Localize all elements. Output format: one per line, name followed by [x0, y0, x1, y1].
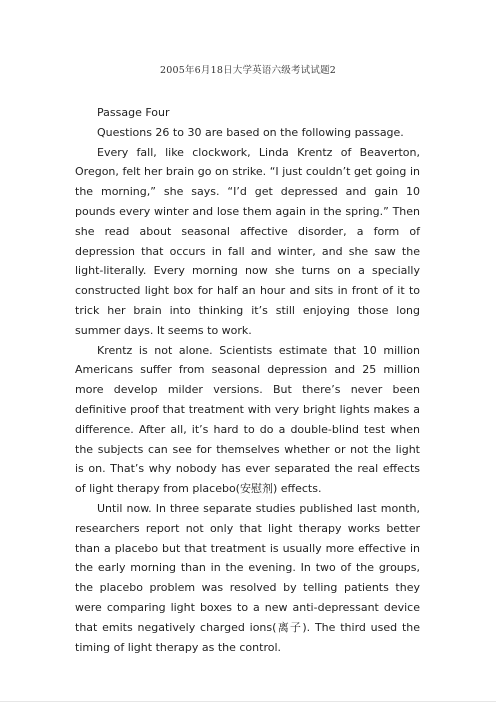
passage-heading: Passage Four	[97, 106, 170, 119]
passage-body	[75, 103, 420, 657]
questions-intro: Questions 26 to 30 are based on the following passage.	[97, 125, 404, 139]
paragraph-1: Every fall, like clockwork, Linda Krentz of Beaverton, Oregon, felt her brain go on strike. “I just couldn’t get going in the morning,” she says. “I’d get depressed and gain 10 pounds every winter and lose them again in the spring.” Then she read about seasonal affective disorder, a form of depression that occurs in fall and winter, and she saw the light-literally. Every morning now she turns on a specially constructed light box for half an hour and sits in front of it to trick her brain into thinking it’s still enjoying those long summer days. It seems to work.	[75, 145, 420, 337]
paragraph-3: Until now. In three separate studies published last month, researchers report not only that light therapy works better than a placebo but that treatment is usually more effective in the early morning than in the evening. In two of the groups, the placebo problem was resolved by telling patients they were comparing light boxes to a new anti-depressant device that emits negatively charged ions(离子). The third used the timing of light therapy as the control.	[75, 501, 420, 654]
page-header-title: 2005年6月18日大学英语六级考试试题2	[159, 65, 337, 76]
paragraph-2: Krentz is not alone. Scientists estimate that 10 million Americans suffer from seasonal depression and 25 million more develop milder versions. But there’s never been definitive proof that treatment with very bright lights makes a difference. After all, it’s hard to do a double-blind test when the subjects can see for themselves whether or not the light is on. That’s why nobody has ever separated the real effects of light therapy from placebo(安慰剂) effects.	[75, 343, 420, 496]
